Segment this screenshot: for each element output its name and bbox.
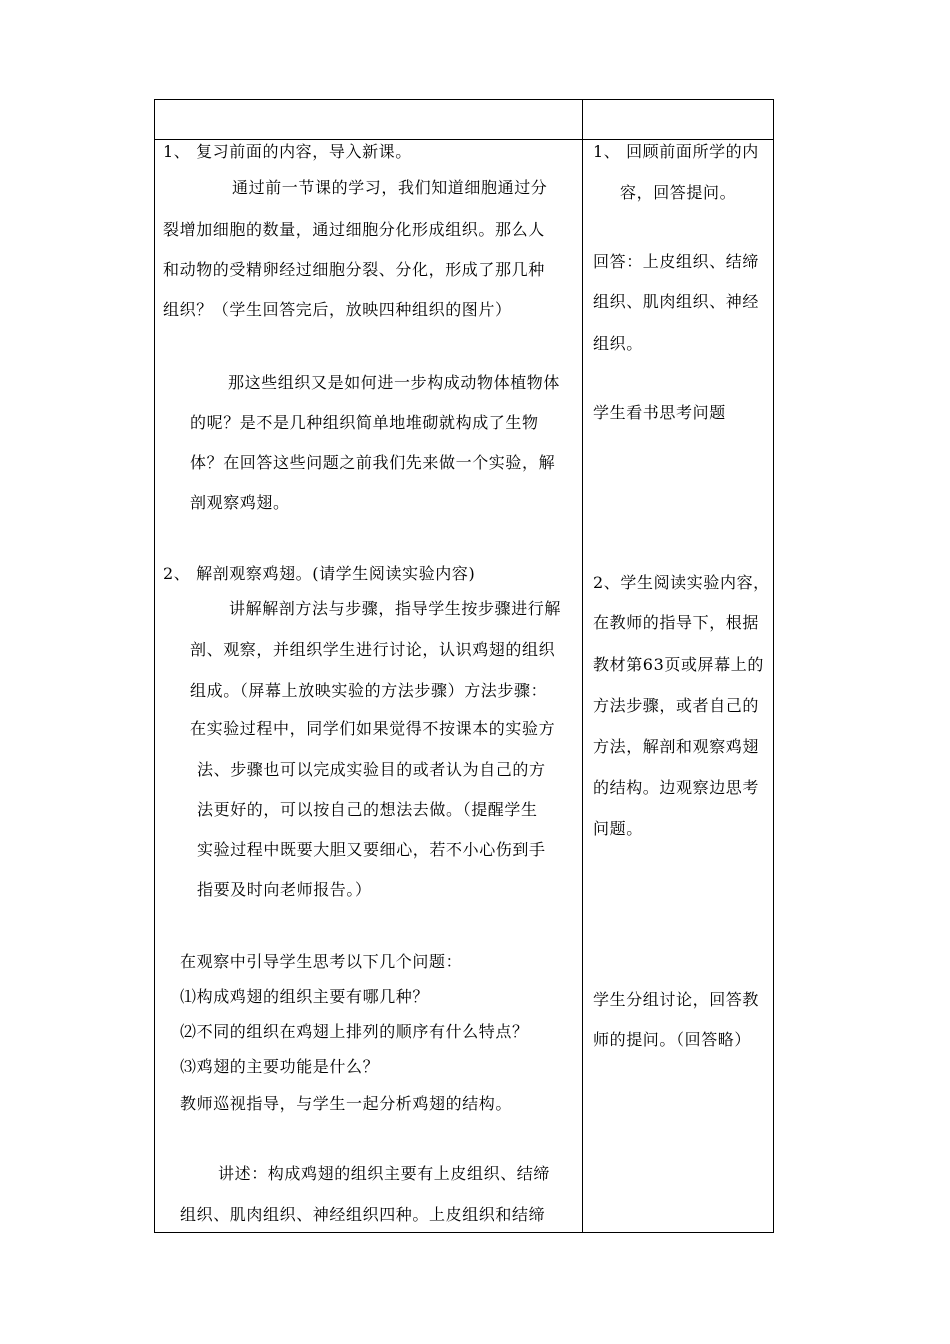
section2-heading: 2、 解剖观察鸡翅。(请学生阅读实验内容) xyxy=(163,564,476,583)
section1-heading: 1、 复习前面的内容，导入新课。 xyxy=(163,142,412,161)
student-item1-line: 1、 回顾前面所学的内 xyxy=(593,142,759,161)
para3-line: 剖、观察，并组织学生进行讨论，认识鸡翅的组织 xyxy=(190,640,556,659)
para3-line: 讲解解剖方法与步骤，指导学生按步骤进行解 xyxy=(229,599,562,618)
para2-line: 体？在回答这些问题之前我们先来做一个实验，解 xyxy=(190,453,556,472)
para2-line: 的呢？是不是几种组织简单地堆砌就构成了生物 xyxy=(190,413,539,432)
student-item2-line: 教材第63页或屏幕上的 xyxy=(593,655,764,674)
answer-line: 回答：上皮组织、结缔 xyxy=(593,252,760,271)
para3-line: 实验过程中既要大胆又要细心，若不小心伤到手 xyxy=(197,840,546,859)
answer-line: 组织、肌肉组织、神经 xyxy=(593,292,760,311)
para2-line: 那这些组织又是如何进一步构成动物体植物体 xyxy=(228,373,561,392)
para2-line: 剖观察鸡翅。 xyxy=(190,493,290,512)
student-item2-line: 方法步骤，或者自己的 xyxy=(593,696,760,715)
discussion-line: 师的提问。（回答略） xyxy=(593,1030,752,1049)
student-item2-line: 在教师的指导下，根据 xyxy=(593,613,760,632)
para1-line: 组织？（学生回答完后，放映四种组织的图片） xyxy=(163,300,512,319)
student-item1-line: 容，回答提问。 xyxy=(620,183,737,202)
question-item: ⑴构成鸡翅的组织主要有哪几种？ xyxy=(180,987,430,1006)
header-row-divider xyxy=(155,139,773,140)
column-divider xyxy=(582,100,583,1232)
question-item: ⑶鸡翅的主要功能是什么？ xyxy=(180,1057,380,1076)
student-item2-line: 的结构。边观察边思考 xyxy=(593,778,760,797)
read-think-text: 学生看书思考问题 xyxy=(593,403,726,422)
para3-line: 指要及时向老师报告。） xyxy=(197,880,372,899)
para4-line: 讲述：构成鸡翅的组织主要有上皮组织、结缔 xyxy=(218,1164,551,1183)
para1-line: 和动物的受精卵经过细胞分裂、分化，形成了那几种 xyxy=(163,260,545,279)
question-item: ⑵不同的组织在鸡翅上排列的顺序有什么特点？ xyxy=(180,1022,529,1041)
student-item2-line: 问题。 xyxy=(593,819,643,838)
discussion-line: 学生分组讨论，回答教 xyxy=(593,990,760,1009)
teacher-guidance: 教师巡视指导，与学生一起分析鸡翅的结构。 xyxy=(180,1094,513,1113)
student-item2-line: 2、学生阅读实验内容， xyxy=(593,573,770,592)
answer-line: 组织。 xyxy=(593,334,643,353)
para3-line: 在实验过程中，同学们如果觉得不按课本的实验方 xyxy=(190,719,556,738)
para1-line: 通过前一节课的学习，我们知道细胞通过分 xyxy=(232,178,548,197)
para3-line: 组成。（屏幕上放映实验的方法步骤）方法步骤： xyxy=(190,681,548,700)
para4-line: 组织、肌肉组织、神经组织四种。上皮组织和结缔 xyxy=(180,1205,546,1224)
questions-intro: 在观察中引导学生思考以下几个问题： xyxy=(180,952,463,971)
student-item2-line: 方法，解剖和观察鸡翅 xyxy=(593,737,760,756)
para3-line: 法更好的，可以按自己的想法去做。（提醒学生 xyxy=(197,800,538,819)
para1-line: 裂增加细胞的数量，通过细胞分化形成组织。那么人 xyxy=(163,220,545,239)
para3-line: 法、步骤也可以完成实验目的或者认为自己的方 xyxy=(197,760,546,779)
